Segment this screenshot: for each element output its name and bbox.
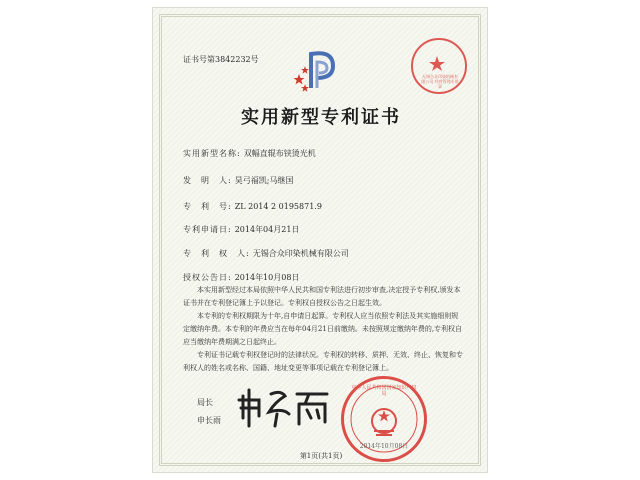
- cert-no-suffix: 号: [250, 55, 259, 64]
- official-seal: [341, 376, 427, 462]
- notice-paragraph: 本实用新型经过本局依照中华人民共和国专利法进行初步审查,决定授予专利权,颁发本证书并在专利登记簿上予以登记。专利权自授权公告之日起生效。: [183, 286, 461, 307]
- official-seal-text: 中华人民共和国国家知识产权局: [351, 385, 417, 397]
- certificate-number: [183, 55, 259, 65]
- field-value: 2014年04月21日: [234, 225, 300, 234]
- director-name-label: 申长雨: [197, 416, 221, 425]
- field-application-date: [183, 225, 299, 235]
- field-label: 专利申请日:: [183, 225, 232, 234]
- field-patentee: [183, 249, 349, 259]
- page-number: 第1页(共1页): [299, 452, 343, 460]
- seal-date: 2014年10月08日: [359, 443, 409, 450]
- field-patent-number: [183, 202, 322, 212]
- field-value: ZL 2014 2 0195871.9: [234, 202, 322, 211]
- cert-no-label: 证书号第: [183, 55, 215, 64]
- field-value: 双幅直辊布铗烫光机: [243, 149, 316, 158]
- field-value: 无锡合众印染机械有限公司: [252, 249, 349, 258]
- field-value: 昊弓福凯;马继国: [234, 176, 294, 185]
- certificate-notice: [183, 284, 463, 375]
- field-value: 2014年10月08日: [234, 273, 300, 282]
- certificate-title: 实用新型专利证书: [241, 107, 401, 128]
- director-title: 局长: [197, 398, 213, 407]
- patent-certificate: [152, 7, 488, 473]
- field-label: 专 利 权 人:: [183, 249, 250, 258]
- field-inventor: [183, 176, 293, 186]
- field-label: 实用新型名称:: [183, 149, 241, 158]
- company-stamp-text: 无锡合众印染机械有限公司 经营管理专用章: [421, 74, 459, 89]
- notice-paragraph: 专利证书记载专利权登记时的法律状况。专利权的转移、质押、无效、终止、恢复和专利权人的姓名或名称、国籍、地址变更等事项记载在专利登记簿上。: [183, 351, 463, 372]
- cert-no-value: 3842232: [215, 55, 251, 64]
- field-utility-model-name: [183, 149, 316, 159]
- field-label: 专 利 号:: [183, 202, 232, 211]
- director-signature: [237, 386, 333, 428]
- field-grant-date: [183, 273, 299, 283]
- field-label: 发 明 人:: [183, 176, 232, 185]
- company-stamp: [411, 38, 467, 94]
- patent-office-logo: [289, 44, 349, 94]
- field-label: 授权公告日:: [183, 273, 232, 282]
- notice-paragraph: 本专利的专利权期限为十年,自申请日起算。专利权人应当依照专利法及其实施细则规定缴纳年费。本专利的年费应当在每年04月21日前缴纳。未按照规定缴纳年费的,专利权自应当缴纳年费期满之日起终止。: [183, 312, 463, 346]
